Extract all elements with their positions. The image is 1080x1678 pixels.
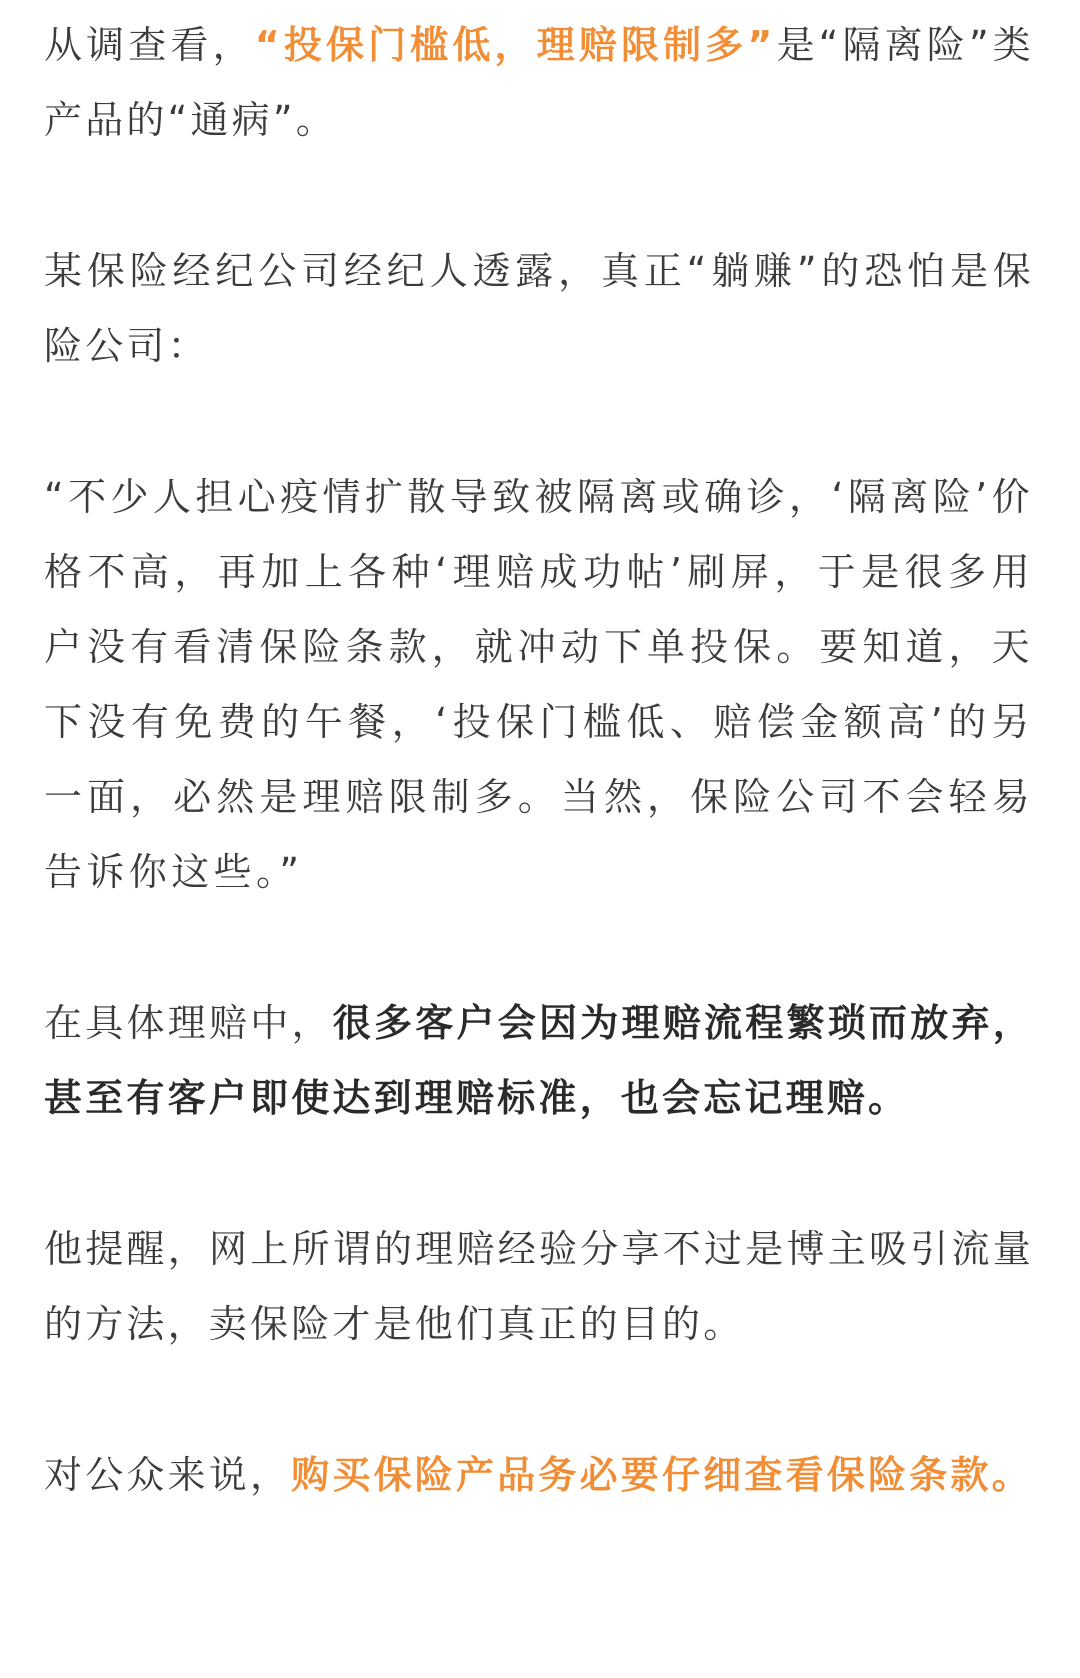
highlight-text: 购买保险产品务必要仔细查看保险条款。 [291, 1453, 1033, 1497]
paragraph-survey [44, 8, 1034, 158]
paragraph-broker-quote [44, 460, 1034, 910]
paragraph-text: 是“隔离险”类产品的“通病”。 [44, 23, 1034, 142]
paragraph-text: 某保险经纪公司经纪人透露，真正“躺赚”的恐怕是保险公司： [44, 249, 1034, 368]
paragraph-claims [44, 986, 1034, 1136]
paragraph-text: 从调查看， [44, 23, 255, 67]
paragraph-text: 在具体理赔中， [44, 1001, 333, 1045]
paragraph-text: 对公众来说， [44, 1453, 292, 1497]
quote-text: “不少人担心疫情扩散导致被隔离或确诊，‘隔离险’价格不高，再加上各种‘理赔成功帖’刷屏，于是很多用户没有看清保险条款，就冲动下单投保。要知道，天下没有免费的午餐，‘投保门槛低、赔偿金额高’的另一面，必然是理赔限制多。当然，保险公司不会轻易告诉你这些。” [44, 475, 1034, 894]
paragraph-broker-intro [44, 234, 1034, 384]
highlight-text: “投保门槛低，理赔限制多” [254, 23, 776, 67]
bold-text: 很多客户会因为理赔流程繁琐而放弃，甚至有客户即使达到理赔标准，也会忘记理赔。 [44, 1001, 1034, 1120]
paragraph-reminder [44, 1212, 1034, 1362]
paragraph-advice [44, 1438, 1034, 1513]
paragraph-text: 他提醒，网上所谓的理赔经验分享不过是博主吸引流量的方法，卖保险才是他们真正的目的。 [44, 1227, 1034, 1346]
